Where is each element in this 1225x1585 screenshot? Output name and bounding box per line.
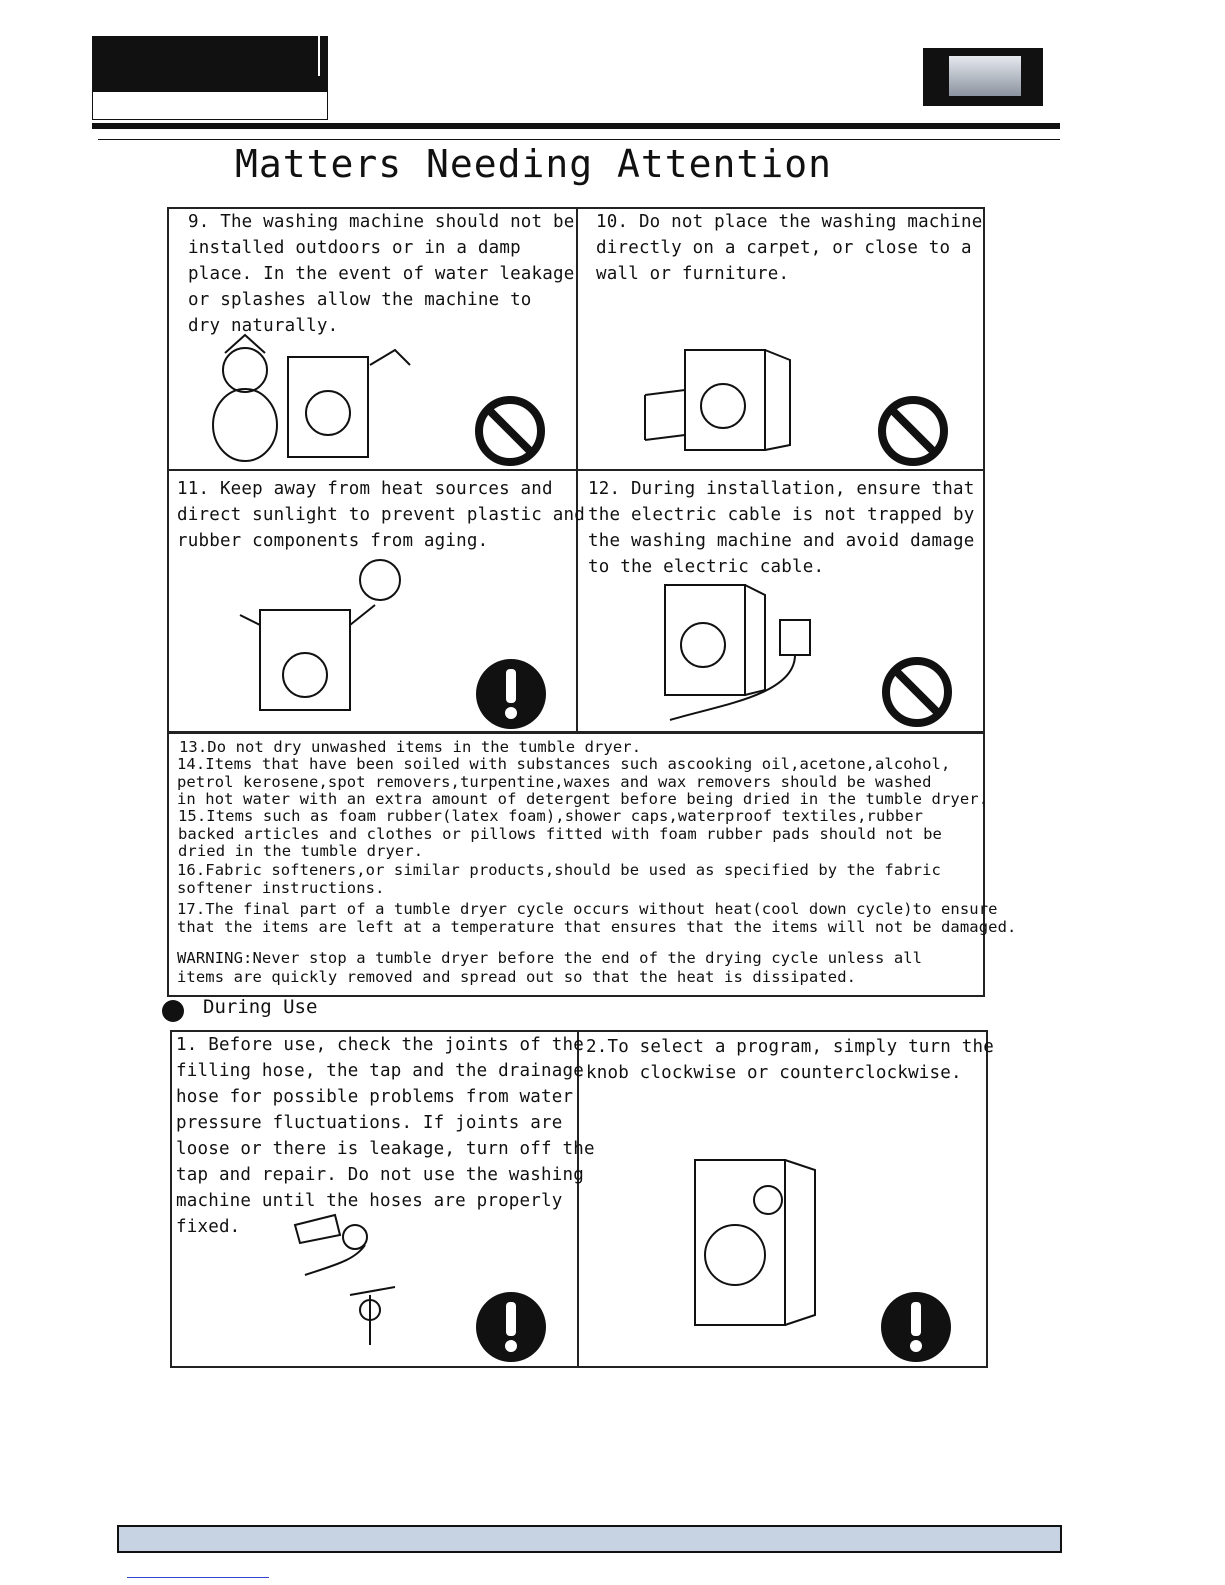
section-heading-during-use: During Use [203, 996, 318, 1018]
cable-washer-illustration [660, 575, 830, 725]
item-9-text: 9. The washing machine should not be installed outdoors or in a damp place. In the event of water leakage or splashes allow the machine to dry naturally. [188, 212, 575, 336]
prohibition-icon [474, 395, 546, 467]
logo-divider [318, 36, 320, 76]
footer-link-underline [127, 1577, 269, 1578]
prohibition-icon [877, 395, 949, 467]
carpet-washer-illustration [645, 340, 815, 455]
section-badge-inner [949, 56, 1021, 96]
brand-logo-block [92, 36, 328, 92]
use-step-1-text: 1. Before use, check the joints of the filling hose, the tap and the drainage hose for possible problems from water pressure fluctuations. If joints are loose or there is leakage, turn off the tap and repair. Do not use the washing machine until the hoses are properly fixed. [176, 1035, 595, 1237]
snowman-washer-illustration [210, 335, 430, 465]
knob-washer-illustration [690, 1145, 830, 1330]
prohibition-icon [881, 656, 953, 728]
item-11-text: 11. Keep away from heat sources and direct sunlight to prevent plastic and rubber components from aging. [177, 479, 585, 551]
item-10-text: 10. Do not place the washing machine directly on a carpet, or close to a wall or furniture. [596, 212, 983, 284]
item-13-text: 13.Do not dry unwashed items in the tumble dryer. [179, 738, 642, 756]
exclamation-icon [475, 1291, 547, 1363]
brand-logo-caption-box [92, 90, 328, 120]
exclamation-icon [880, 1291, 952, 1363]
sun-washer-illustration [230, 555, 430, 715]
hose-tap-illustration [295, 1215, 425, 1355]
item-12-text: 12. During installation, ensure that the electric cable is not trapped by the washing machine and avoid damage to the electric cable. [588, 479, 975, 577]
footer-bar [117, 1525, 1062, 1553]
exclamation-icon [475, 658, 547, 730]
warning-text: WARNING:Never stop a tumble dryer before the end of the drying cycle unless all items are quickly removed and spread out so that the heat is dissipated. [177, 949, 923, 986]
item-14-text: 14.Items that have been soiled with substances such ascooking oil,acetone,alcohol, petrol kerosene,spot removers,turpentine,waxes and wax removers should be washed in hot water with an extra amount of detergent before being dried in the tumble dryer. [177, 755, 989, 808]
panel-divider-horizontal [168, 469, 984, 471]
item-16-text: 16.Fabric softeners,or similar products,should be used as specified by the fabric softener instructions. [177, 861, 941, 897]
page-title: Matters Needing Attention [235, 142, 832, 186]
header-rule-thick [92, 123, 1060, 129]
bullet-dot [162, 1000, 184, 1022]
header-rule-thin [98, 139, 1060, 140]
item-15-text: 15.Items such as foam rubber(latex foam),shower caps,waterproof textiles,rubber backed articles and clothes or pillows fitted with foam rubber pads should not be dried in the tumble dryer. [178, 807, 942, 860]
use-step-2-text: 2.To select a program, simply turn the knob clockwise or counterclockwise. [586, 1037, 994, 1083]
item-17-text: 17.The final part of a tumble dryer cycle occurs without heat(cool down cycle)to ensure that the items are left at a temperature that ensures that the items will not be damaged. [177, 900, 1017, 936]
